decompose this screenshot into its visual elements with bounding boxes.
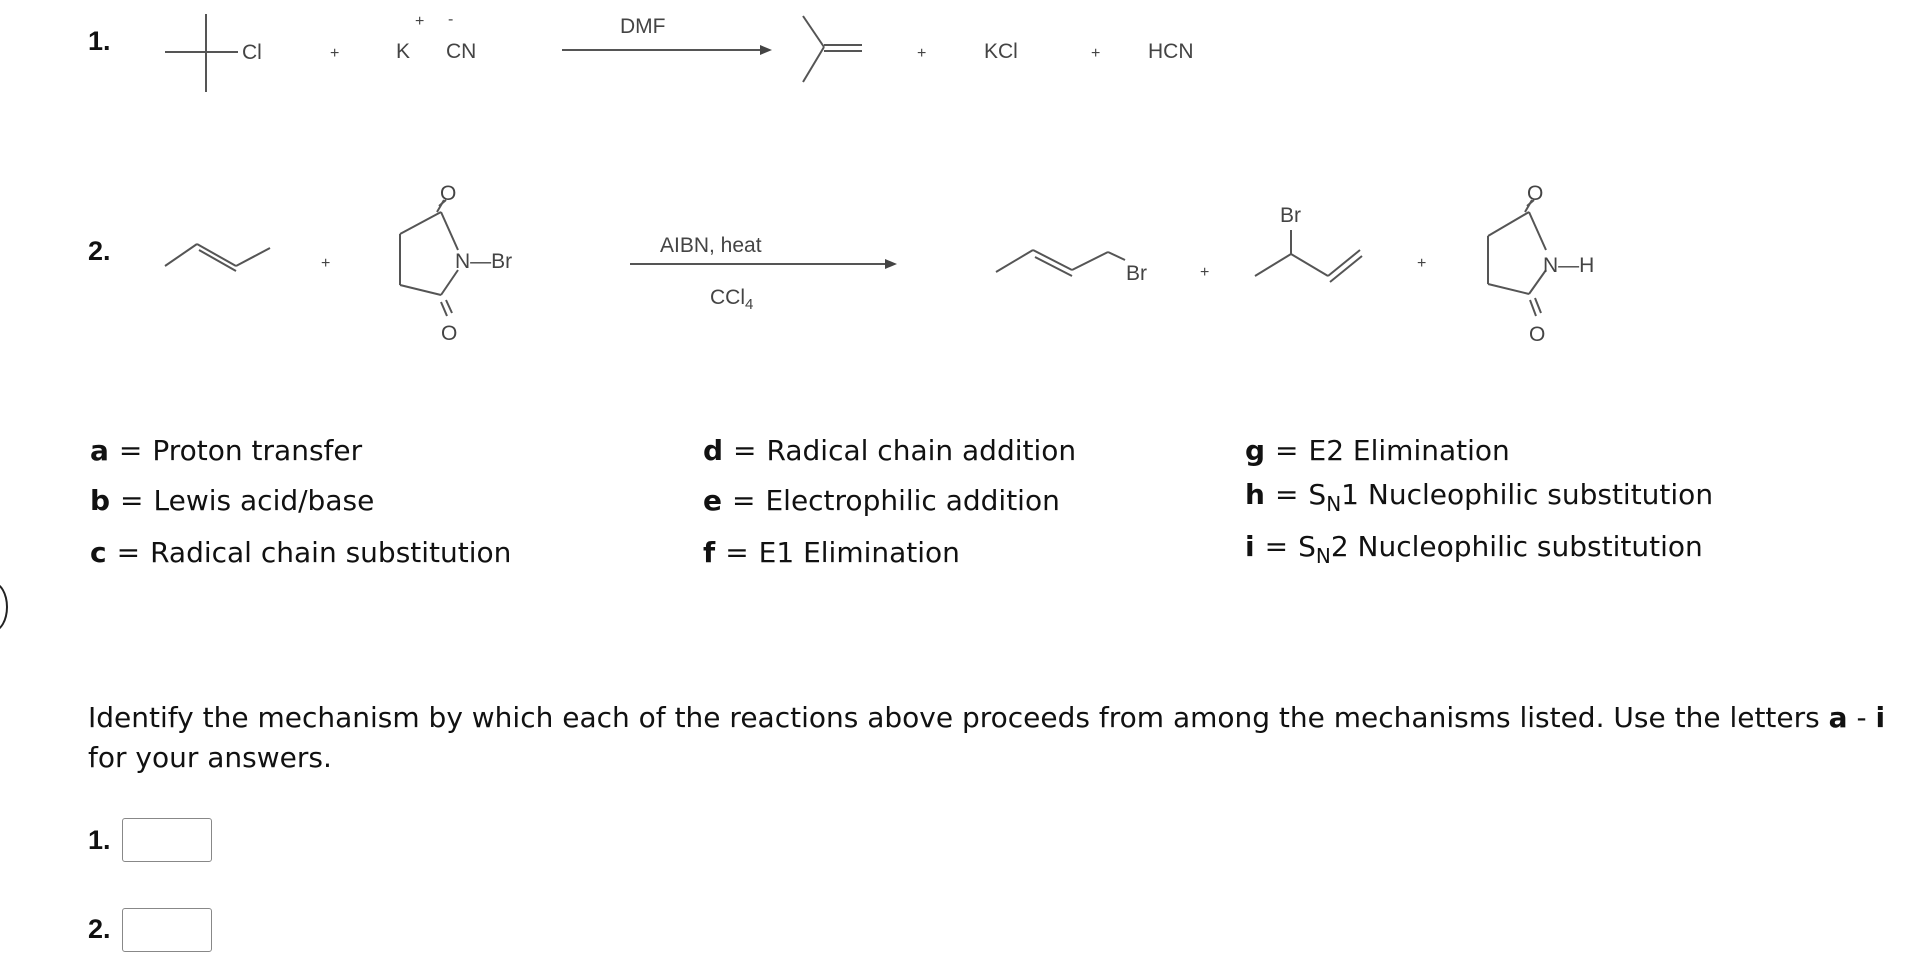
answer-1-label: 1. [88, 825, 111, 855]
reagent-o-top: O [440, 182, 457, 205]
plus-sign: + [1091, 45, 1101, 62]
option-f: f = E1 Elimination [703, 536, 960, 569]
option-d: d = Radical chain addition [703, 434, 1077, 467]
edge-indicator [0, 582, 8, 632]
charge-minus: - [448, 11, 454, 28]
plus-sign: + [1200, 264, 1210, 281]
plus-sign: + [321, 255, 331, 272]
option-b: b = Lewis acid/base [90, 484, 375, 517]
plus-sign: + [330, 45, 340, 62]
condition-aibn: AIBN, heat [660, 234, 762, 257]
product-hcn: HCN [1148, 40, 1194, 63]
option-e: e = Electrophilic addition [703, 484, 1060, 517]
option-i: $i = S_N2$ Nucleophilic substitution [1245, 530, 1703, 568]
product-kcl: KCl [984, 40, 1018, 63]
plus-sign: + [1417, 255, 1427, 272]
reagent-cn: CN [446, 40, 477, 63]
reagent-k: K [396, 40, 411, 63]
product-2-br: Br [1280, 204, 1301, 227]
charge-plus: + [415, 13, 425, 30]
answer-2-label: 2. [88, 914, 111, 944]
condition-dmf: DMF [620, 15, 666, 38]
reactant-1-cl: Cl [242, 41, 262, 64]
product-1-br: Br [1126, 262, 1147, 285]
option-c: c = Radical chain substitution [90, 536, 512, 569]
answer-1-input[interactable] [122, 818, 212, 862]
instructions: Identify the mechanism by which each of the reactions above proceeds from among the mechanisms listed. Use the letters a - i for your answers. [88, 701, 1886, 774]
option-h: $h = S_N1$ Nucleophilic substitution [1245, 478, 1714, 516]
answer-2-input[interactable] [122, 908, 212, 952]
reaction-2-number: 2. [88, 236, 111, 266]
condition-ccl4: CCl$_4$ [710, 286, 754, 313]
reagent-n-br: N—Br [455, 250, 513, 273]
plus-sign: + [917, 45, 927, 62]
reagent-o-bottom: O [441, 322, 458, 345]
option-a: a = Proton transfer [90, 434, 363, 467]
reaction-schemes [0, 0, 1916, 420]
product-3-o-bottom: O [1529, 323, 1546, 346]
reaction-1-number: 1. [88, 26, 111, 56]
product-3-n-h: N—H [1543, 254, 1595, 277]
option-g: g = E2 Elimination [1245, 434, 1510, 467]
product-3-o-top: O [1527, 182, 1544, 205]
